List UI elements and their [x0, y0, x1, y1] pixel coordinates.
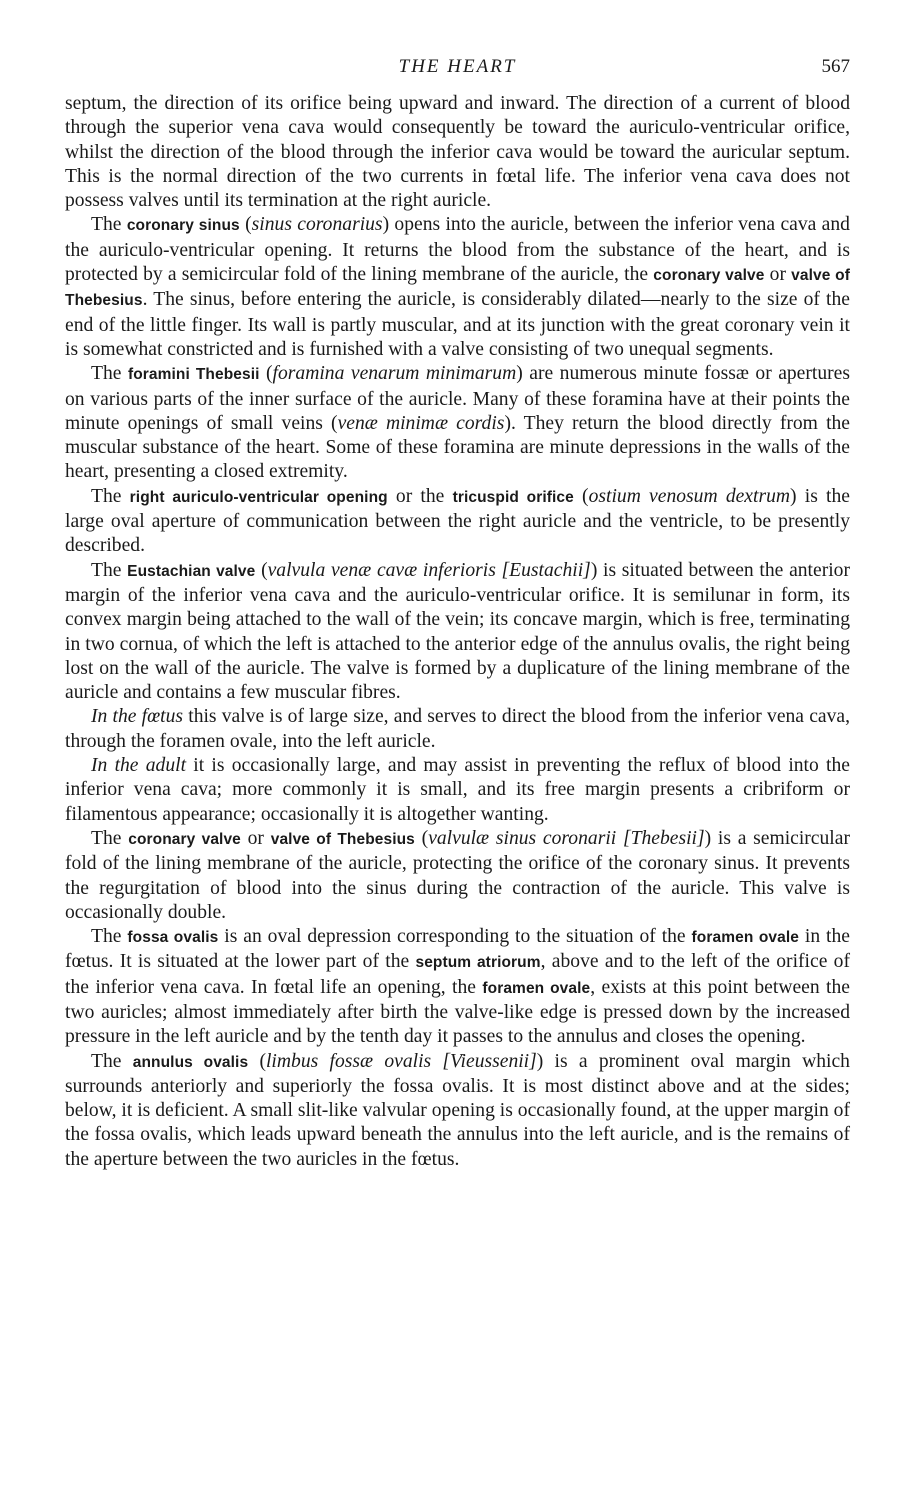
- text-run: (: [259, 363, 273, 385]
- paragraph: [65, 92, 850, 213]
- text-run: The: [91, 827, 129, 849]
- running-title: THE HEART: [398, 56, 517, 77]
- text-run: (: [248, 1050, 266, 1072]
- bold-term: valve of Thebesius: [270, 830, 415, 848]
- text-run: ) is a semicircular fold of the lining membrane of the auricle, protecting the orifice of the coronary sinus. It prevents the regurgitation of blood into the sinus during the contraction of the auricle. This valve is occasionally double.: [65, 827, 850, 923]
- paragraph: [65, 485, 850, 559]
- text-run: ). They return the blood directly from the muscular substance of the heart. Some of these foramina are minute depressions in the walls of the heart, presenting a closed extremity.: [65, 412, 851, 483]
- bold-term: foramen ovale: [691, 929, 799, 947]
- text-run: it is occasionally large, and may assist in preventing the reflux of blood into the inferior vena cava; more commonly it is small, and its free margin presents a cribriform or filamentous appearance; occasionally it is altogether wanting.: [65, 755, 850, 825]
- bold-term: tricuspid orifice: [452, 488, 574, 506]
- italic-phrase: foramina venarum minimarum: [272, 363, 517, 385]
- paragraph: [65, 925, 850, 1049]
- text-run: The: [91, 926, 128, 948]
- bold-term: coronary valve: [653, 267, 765, 285]
- paragraph: [65, 559, 850, 706]
- text-run: ) are numerous minute fossæ or apertures on various parts of the inner surface of the auricle. Many of these foramina have at their points the minute openings of small veins (: [65, 363, 850, 434]
- text-run: in the fœtus. It is situated at the lower part of the: [65, 926, 850, 973]
- paragraph: [65, 213, 850, 362]
- bold-term: coronary valve: [128, 830, 241, 848]
- text-run: ) opens into the auricle, between the inferior vena cava and the auriculo-ventricular opening. It returns the blood from the substance of the heart, and is protected by a semicircular fold of the lining membrane of the auricle, the: [65, 214, 850, 286]
- italic-phrase: In the adult: [91, 755, 187, 777]
- text-run: ) is the large oval aperture of communication between the right auricle and the ventricle, to be presently described.: [65, 485, 850, 557]
- italic-phrase: In the fœtus: [91, 706, 184, 728]
- bold-term: septum atriorum: [415, 954, 541, 972]
- italic-phrase: valvula venæ cavæ inferioris [Eustachii]: [267, 559, 591, 581]
- italic-phrase: limbus fossæ ovalis [Vieussenii]: [265, 1050, 537, 1072]
- text-run: or: [240, 827, 271, 849]
- body-text: [65, 92, 850, 1172]
- italic-phrase: ostium venosum dextrum: [588, 485, 791, 507]
- italic-phrase: venæ minimæ cordis: [337, 412, 505, 434]
- page-header: [65, 54, 850, 84]
- text-run: , above and to the left of the orifice of the inferior vena cava. In fœtal life an opening, the: [65, 951, 850, 998]
- text-run: is an oval depression corresponding to the situation of the: [218, 926, 692, 948]
- paragraph: [65, 705, 850, 754]
- paragraph: [65, 1050, 850, 1172]
- bold-term: Eustachian valve: [127, 562, 256, 580]
- bold-term: foramen ovale: [482, 979, 591, 997]
- paragraph: [65, 827, 850, 925]
- bold-term: right auriculo-ventricular opening: [129, 488, 388, 506]
- italic-phrase: sinus coronarius: [251, 214, 383, 236]
- text-run: or the: [387, 485, 453, 507]
- text-run: this valve is of large size, and serves to direct the blood from the inferior vena cava, through the foramen ovale, into the left auricle.: [65, 706, 850, 752]
- text-run: ) is situated between the anterior margin of the inferior vena cava and the auriculo-ventricular orifice. It is semilunar in form, its convex margin being attached to the wall of the vein; its concave margin, which is free, terminating in two cornua, of which the left is attached to the anterior edge of the annulus ovalis, the right being lost on the wall of the auricle. The valve is formed by a duplicature of the lining membrane of the auricle and contains a few muscular fibres.: [65, 559, 850, 704]
- text-run: ) is a prominent oval margin which surrounds anteriorly and superiorly the fossa ovalis. It is most distinct above and at the sides; below, it is deficient. A small slit-like valvular opening is occasionally found, at the upper margin of the fossa ovalis, which leads upward beneath the annulus into the left auricle, and is the remains of the aperture between the two auricles in the fœtus.: [65, 1050, 850, 1170]
- paragraph: [65, 754, 850, 827]
- text-run: The: [91, 559, 128, 581]
- text-run: , exists at this point between the two auricles; almost immediately after birth the valve-like edge is pressed down by the increased pressure in the left auricle and by the tenth day it passes to the annulus and closes the opening.: [65, 976, 850, 1048]
- bold-term: foramini Thebesii: [127, 366, 260, 384]
- text-run: (: [414, 827, 429, 849]
- text-run: (: [573, 485, 589, 507]
- text-run: The: [91, 485, 130, 507]
- page-number: 567: [821, 56, 850, 77]
- text-run: (: [255, 559, 268, 581]
- text-run: septum, the direction of its orifice being upward and inward. The direction of a current of blood through the superior vena cava would consequently be toward the auriculo-ventricular orifice, whilst the direction of the blood through the inferior cava would be toward the auricular septum. This is the normal direction of the two currents in fœtal life. The inferior vena cava does not possess valves until its termination at the right auricle.: [65, 93, 850, 212]
- italic-phrase: valvulæ sinus coronarii [Thebesii]: [428, 827, 705, 849]
- text-run: The: [91, 1050, 133, 1072]
- bold-term: fossa ovalis: [127, 929, 219, 947]
- text-run: The: [91, 363, 128, 385]
- text-run: The: [91, 214, 127, 236]
- bold-term: coronary sinus: [126, 217, 240, 235]
- paragraph: [65, 362, 850, 484]
- text-run: . The sinus, before entering the auricle, is considerably dilated—nearly to the size of the end of the little finger. Its wall is partly muscular, and at its junction with the great coronary vein it is somewhat constricted and is furnished with a valve consisting of two unequal segments.: [65, 289, 850, 360]
- text-run: (: [239, 214, 252, 236]
- text-run: or: [764, 264, 792, 286]
- bold-term: valve of Thebesius: [65, 267, 851, 310]
- bold-term: annulus ovalis: [132, 1053, 249, 1071]
